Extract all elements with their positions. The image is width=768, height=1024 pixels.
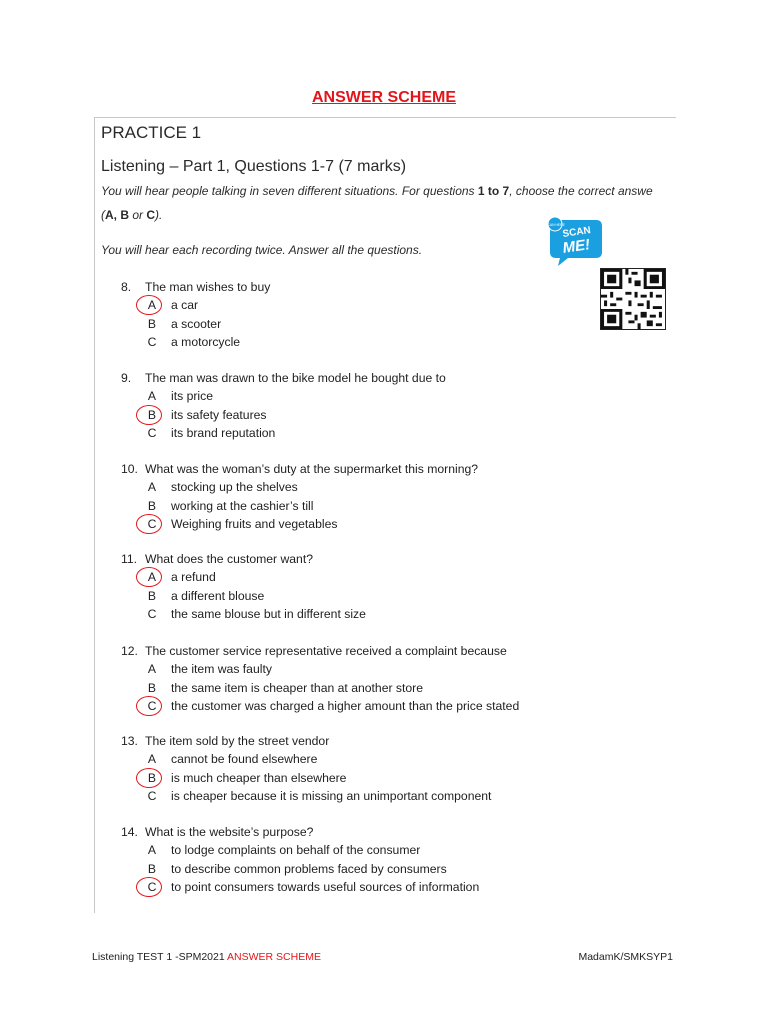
scan-badge-line1: SCAN: [561, 225, 592, 240]
question-stem: [121, 369, 446, 387]
question-text: What does the customer want?: [145, 552, 314, 566]
option-letter: A: [147, 570, 157, 585]
option-text: stocking up the shelves: [171, 480, 298, 495]
question-number: 12.: [121, 644, 138, 658]
option-letter: A: [147, 662, 157, 677]
instruction-bold: 1 to 7: [477, 184, 510, 198]
option-text: is much cheaper than elsewhere: [171, 770, 347, 785]
option-text: its safety features: [171, 407, 267, 422]
option-letter: A: [147, 389, 157, 404]
option-text: to lodge complaints on behalf of the consumer: [171, 843, 421, 858]
option-letter: A: [147, 752, 157, 767]
question-text: The man wishes to buy: [145, 280, 271, 294]
option-text: to point consumers towards useful sources of information: [171, 879, 480, 894]
scan-badge-tag: SCAN HERE: [546, 223, 565, 227]
option-letter: B: [147, 680, 157, 695]
correct-answer-circle: [136, 696, 162, 716]
instruction-line-1: [101, 184, 676, 198]
instruction-bold: C: [146, 208, 156, 222]
question-stem: [121, 823, 313, 841]
option-text: its price: [171, 389, 213, 404]
question-stem: [121, 732, 329, 750]
option-text: is cheaper because it is missing an unimportant component: [171, 788, 492, 803]
qr-code: [600, 268, 666, 330]
question-text: The customer service representative received a complaint because: [145, 644, 507, 658]
option-letter: B: [147, 316, 157, 331]
option-text: the same blouse but in different size: [171, 606, 366, 621]
option-text: a refund: [171, 570, 216, 585]
option-letter: C: [147, 698, 157, 713]
question-number: 9.: [121, 371, 132, 385]
option-letter: C: [147, 334, 157, 349]
footer-answer-scheme: ANSWER SCHEME: [227, 951, 321, 963]
option-text: the same item is cheaper than at another store: [171, 680, 424, 695]
option-letter: B: [147, 861, 157, 876]
answer-scheme-title: ANSWER SCHEME: [311, 89, 456, 106]
option-text: a motorcycle: [171, 334, 241, 349]
part-heading: Listening – Part 1, Questions 1-7 (7 marks): [101, 158, 407, 175]
instruction-text: (: [101, 208, 105, 222]
question-stem: [121, 642, 507, 660]
question-text: The man was drawn to the bike model he bought due to: [145, 371, 446, 385]
option-text: working at the cashier’s till: [171, 498, 314, 513]
instruction-text: or: [129, 208, 147, 222]
scan-badge-line2: ME!: [561, 236, 592, 257]
question-stem: [121, 278, 270, 296]
practice-heading: PRACTICE 1: [101, 123, 202, 142]
option-letter: C: [147, 606, 157, 621]
option-letter: A: [147, 843, 157, 858]
option-letter: C: [147, 788, 157, 803]
option-text: the item was faulty: [171, 662, 272, 677]
scan-me-badge: [546, 216, 604, 273]
option-letter: B: [147, 770, 157, 785]
frame-top-border: [94, 117, 676, 118]
question-text: What was the woman’s duty at the supermarket this morning?: [145, 462, 479, 476]
option-letter: C: [147, 879, 157, 894]
option-text: cannot be found elsewhere: [171, 752, 318, 767]
option-text: its brand reputation: [171, 425, 276, 440]
option-letter: B: [147, 498, 157, 513]
instruction-bold: B: [120, 208, 130, 222]
option-letter: B: [147, 407, 157, 422]
correct-answer-circle: [136, 768, 162, 788]
footer-right: MadamK/SMKSYP1: [578, 951, 673, 963]
option-text: a car: [171, 298, 199, 313]
option-text: to describe common problems faced by consumers: [171, 861, 447, 876]
correct-answer-circle: [136, 405, 162, 425]
question-stem: [121, 460, 478, 478]
instruction-text: ).: [155, 208, 163, 222]
option-letter: B: [147, 588, 157, 603]
option-letter: A: [147, 480, 157, 495]
instruction-bold: ,: [113, 208, 121, 222]
instruction-bold: A: [105, 208, 114, 222]
frame-left-border: [94, 117, 95, 913]
question-number: 8.: [121, 280, 132, 294]
instruction-text: You will hear people talking in seven different situations. For questions: [101, 184, 478, 198]
question-stem: [121, 550, 313, 568]
option-text: a different blouse: [171, 588, 265, 603]
footer-test-label: Listening TEST 1 -SPM2021: [92, 951, 228, 963]
question-number: 13.: [121, 734, 138, 748]
footer-left: [92, 951, 321, 963]
correct-answer-circle: [136, 877, 162, 897]
question-text: The item sold by the street vendor: [145, 734, 330, 748]
question-number: 10.: [121, 462, 138, 476]
correct-answer-circle: [136, 514, 162, 534]
option-letter: A: [147, 298, 157, 313]
option-letter: C: [147, 425, 157, 440]
instruction-text: , choose the correct answe: [509, 184, 653, 198]
option-text: Weighing fruits and vegetables: [171, 516, 338, 531]
option-letter: C: [147, 516, 157, 531]
question-text: What is the website’s purpose?: [145, 825, 314, 839]
instruction-line-3: You will hear each recording twice. Answer all the questions.: [101, 243, 423, 257]
question-number: 11.: [121, 552, 138, 566]
option-text: the customer was charged a higher amount than the price stated: [171, 698, 520, 713]
question-number: 14.: [121, 825, 138, 839]
option-text: a scooter: [171, 316, 222, 331]
